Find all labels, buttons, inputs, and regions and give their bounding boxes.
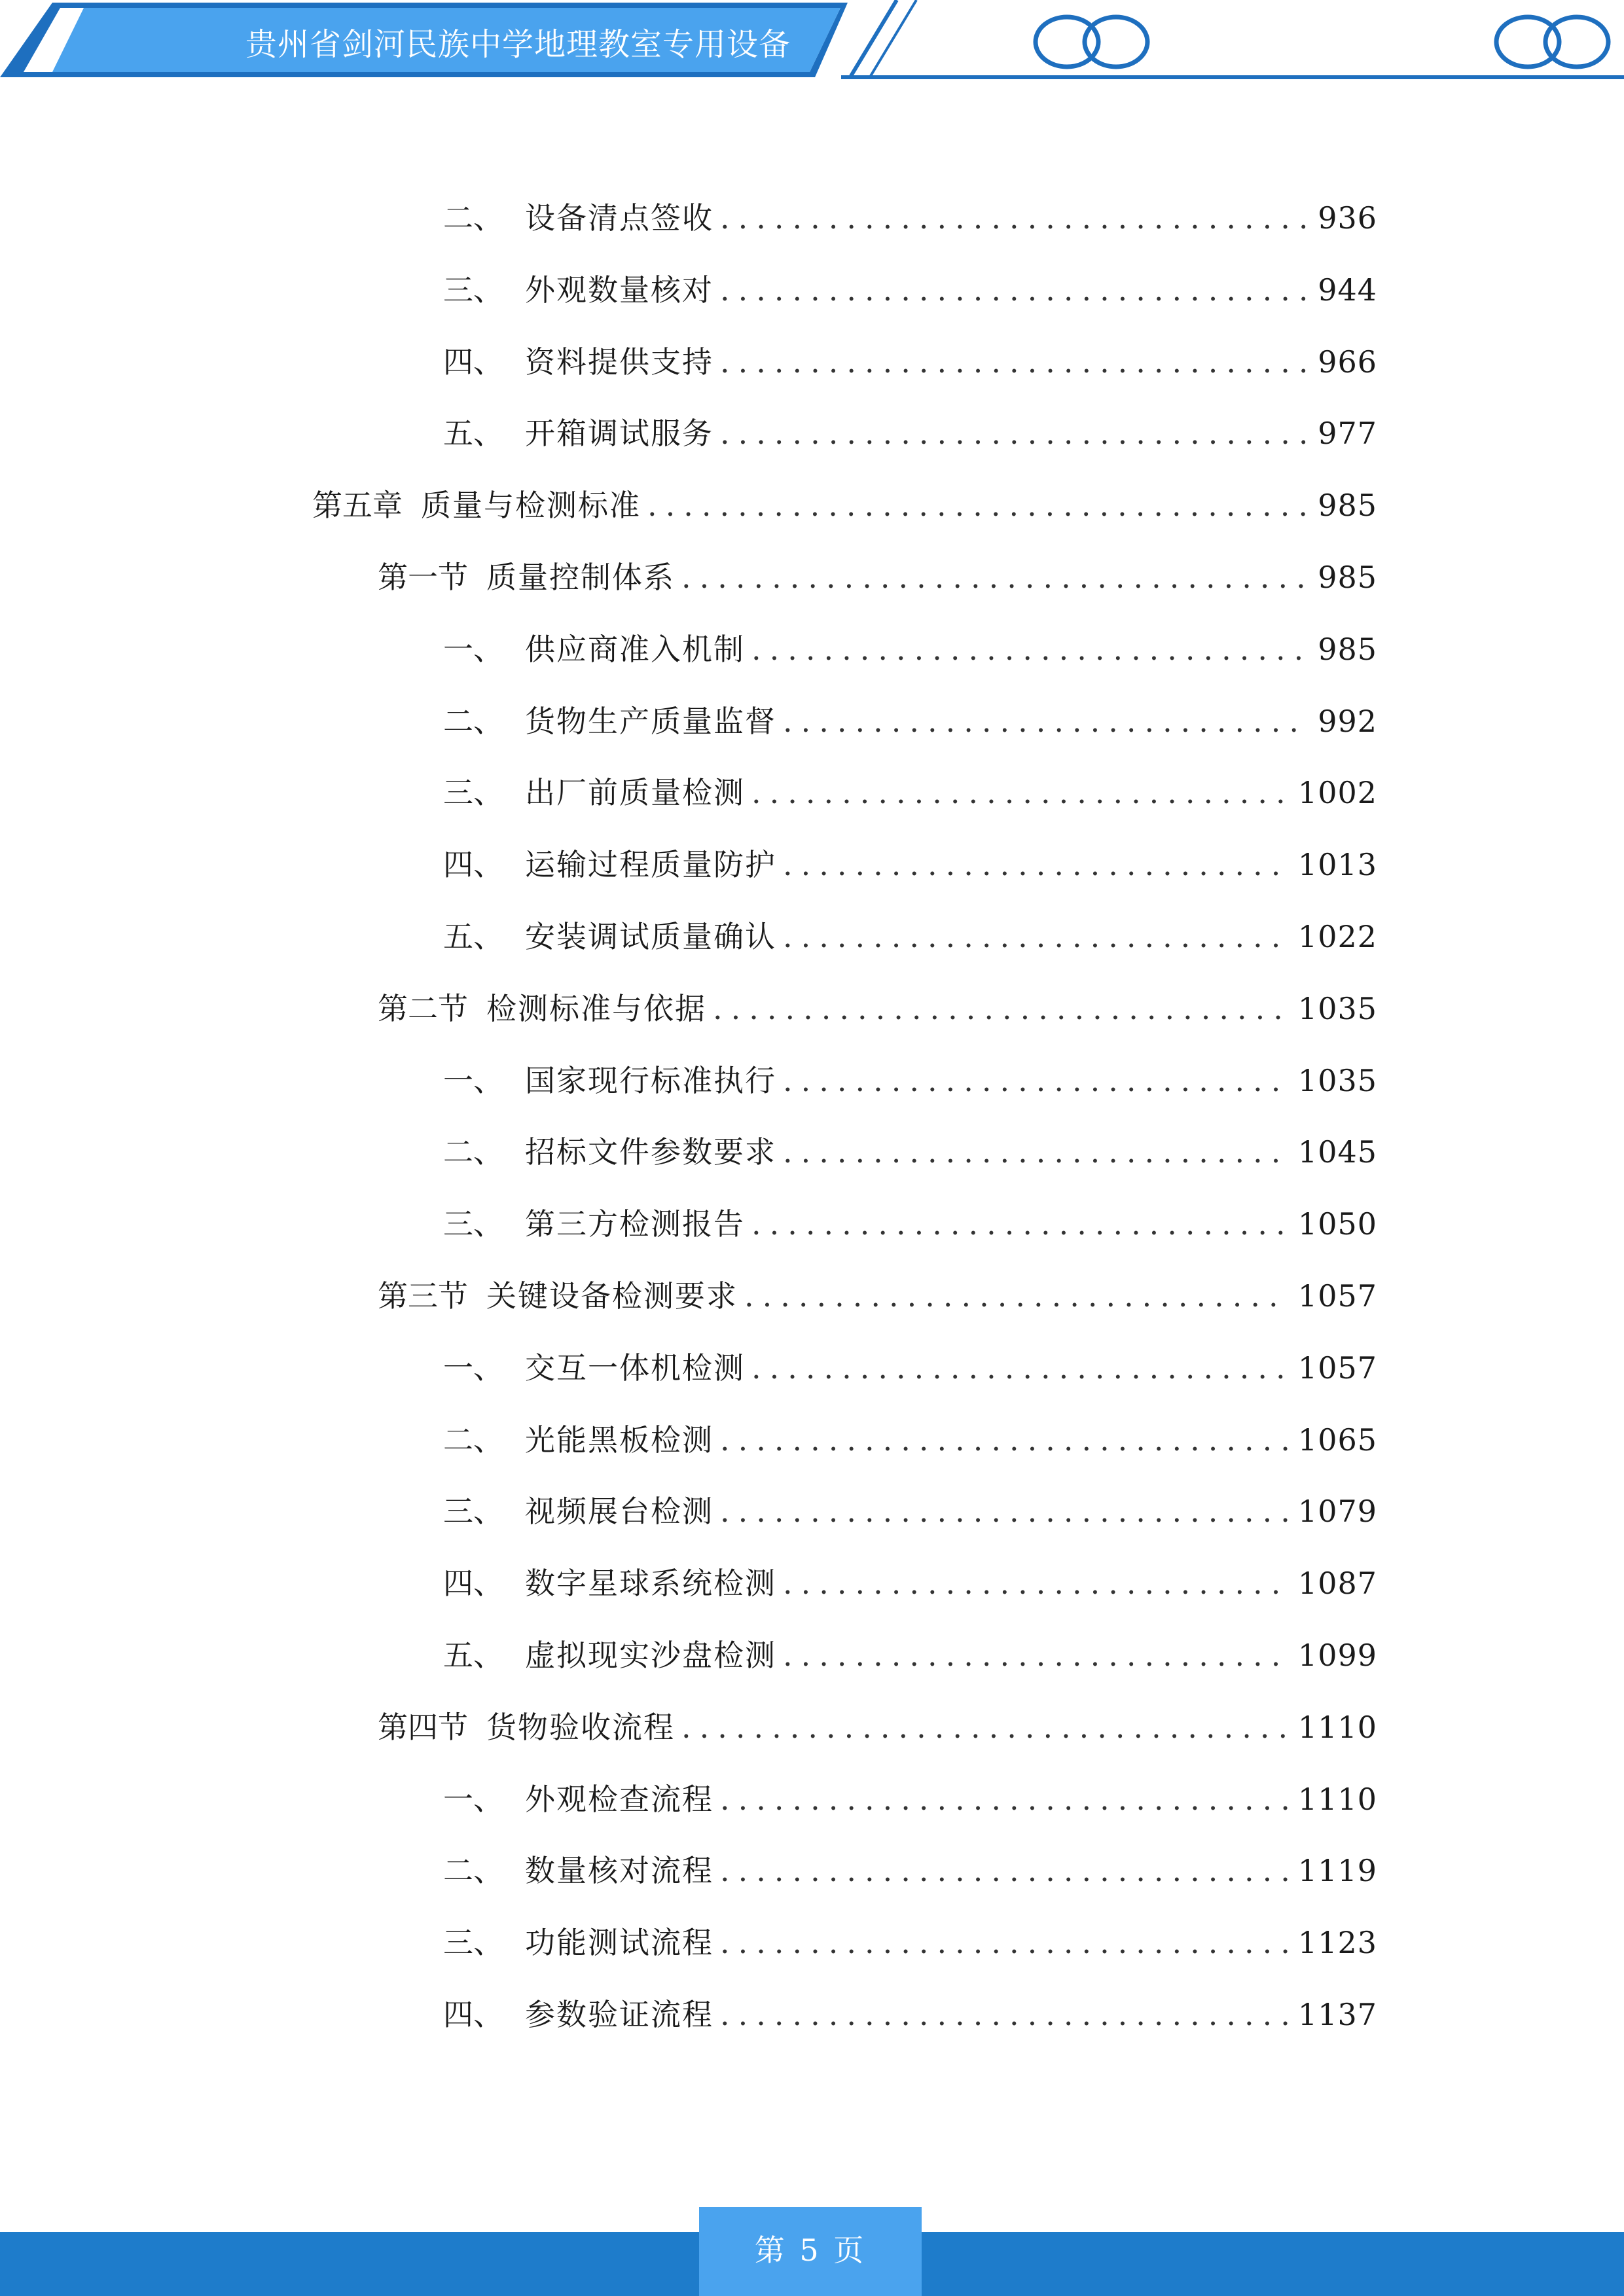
toc-dot-leader bbox=[720, 339, 1308, 385]
toc-entry-number: 二、 bbox=[443, 1134, 503, 1170]
toc-entry-label: 虚拟现实沙盘检测 bbox=[525, 1638, 776, 1673]
toc-entry[interactable] bbox=[378, 986, 1377, 1031]
toc-entry[interactable] bbox=[443, 1992, 1377, 2037]
toc-entry-label: 数量核对流程 bbox=[525, 1853, 713, 1888]
toc-entry[interactable] bbox=[443, 1488, 1377, 1534]
toc-dot-leader bbox=[751, 626, 1308, 672]
toc-entry-page: 1013 bbox=[1297, 847, 1377, 882]
toc-entry[interactable] bbox=[443, 339, 1377, 385]
toc-entry-page: 1022 bbox=[1297, 919, 1377, 954]
toc-dot-leader bbox=[720, 195, 1308, 241]
toc-entry[interactable] bbox=[443, 1848, 1377, 1893]
toc-dot-leader bbox=[751, 1345, 1289, 1391]
toc-entry-page: 1119 bbox=[1297, 1853, 1377, 1888]
toc-entry-number: 五、 bbox=[443, 919, 503, 954]
toc-entry-number: 二、 bbox=[443, 1853, 503, 1888]
toc-entry-page: 1123 bbox=[1297, 1925, 1377, 1960]
toc-entry-number: 四、 bbox=[443, 847, 503, 882]
toc-entry[interactable] bbox=[443, 410, 1377, 456]
toc-entry-page: 992 bbox=[1318, 704, 1377, 739]
toc-entry[interactable] bbox=[443, 914, 1377, 960]
toc-entry-page: 985 bbox=[1318, 488, 1377, 523]
footer-page-number: 第 5 页 bbox=[754, 2233, 867, 2268]
toc-entry-number: 第二节 bbox=[378, 991, 468, 1026]
toc-entry-number: 五、 bbox=[443, 1638, 503, 1673]
toc-entry-label: 国家现行标准执行 bbox=[525, 1063, 776, 1098]
toc-entry-page: 977 bbox=[1318, 416, 1377, 451]
toc-entry-page: 936 bbox=[1318, 200, 1377, 236]
toc-entry-label: 第三方检测报告 bbox=[525, 1206, 745, 1242]
toc-entry-page: 1035 bbox=[1297, 1063, 1377, 1098]
toc-entry-label: 安装调试质量确认 bbox=[525, 919, 776, 954]
toc-entry-number: 第一节 bbox=[378, 560, 468, 595]
toc-entry-label: 外观检查流程 bbox=[525, 1782, 713, 1817]
toc-entry-number: 四、 bbox=[443, 344, 503, 380]
toc-dot-leader bbox=[681, 1704, 1289, 1750]
toc-entry[interactable] bbox=[443, 1560, 1377, 1606]
toc-entry-page: 1110 bbox=[1297, 1710, 1377, 1745]
toc-entry-number: 一、 bbox=[443, 1350, 503, 1386]
toc-entry-number: 三、 bbox=[443, 775, 503, 810]
toc-entry[interactable] bbox=[443, 1129, 1377, 1175]
toc-entry[interactable] bbox=[443, 842, 1377, 888]
header-title: 贵州省剑河民族中学地理教室专用设备 bbox=[245, 26, 791, 63]
toc-dot-leader bbox=[720, 1848, 1289, 1893]
toc-entry-page: 966 bbox=[1318, 344, 1377, 380]
toc-entry-number: 四、 bbox=[443, 1566, 503, 1601]
toc-dot-leader bbox=[783, 698, 1308, 744]
toc-dot-leader bbox=[720, 1920, 1289, 1965]
toc-entry-label: 光能黑板检测 bbox=[525, 1422, 713, 1458]
toc-dot-leader bbox=[751, 770, 1289, 816]
toc-dot-leader bbox=[783, 1632, 1289, 1678]
toc-entry-page: 1057 bbox=[1297, 1278, 1377, 1314]
toc-entry[interactable] bbox=[443, 770, 1377, 816]
toc-entry-label: 外观数量核对 bbox=[525, 272, 713, 308]
toc-entry[interactable] bbox=[443, 698, 1377, 744]
toc-entry-label: 货物生产质量监督 bbox=[525, 704, 776, 739]
toc-entry-label: 数字星球系统检测 bbox=[525, 1566, 776, 1601]
toc-dot-leader bbox=[783, 914, 1289, 960]
toc-entry-label: 供应商准入机制 bbox=[525, 632, 745, 667]
toc-entry-label: 质量与检测标准 bbox=[421, 488, 641, 523]
toc-entry-label: 功能测试流程 bbox=[525, 1925, 713, 1960]
toc-entry-label: 设备清点签收 bbox=[525, 200, 713, 236]
toc-entry-label: 出厂前质量检测 bbox=[525, 775, 745, 810]
toc-entry-page: 985 bbox=[1318, 560, 1377, 595]
toc-dot-leader bbox=[751, 1201, 1289, 1247]
toc-entry-number: 一、 bbox=[443, 1782, 503, 1817]
toc-entry-label: 关键设备检测要求 bbox=[486, 1278, 738, 1314]
rings-icon-left bbox=[1036, 17, 1147, 67]
toc-entry[interactable] bbox=[378, 554, 1377, 600]
toc-entry-number: 三、 bbox=[443, 272, 503, 308]
toc-dot-leader bbox=[720, 1417, 1289, 1463]
rings-icon-right bbox=[1496, 17, 1608, 67]
toc-entry-number: 二、 bbox=[443, 200, 503, 236]
toc-entry-number: 第五章 bbox=[312, 488, 403, 523]
toc-entry[interactable] bbox=[443, 1920, 1377, 1965]
toc-entry-label: 质量控制体系 bbox=[486, 560, 675, 595]
toc-entry-number: 四、 bbox=[443, 1997, 503, 2032]
toc-entry-number: 二、 bbox=[443, 1422, 503, 1458]
toc-entry-number: 第三节 bbox=[378, 1278, 468, 1314]
toc-entry-page: 1050 bbox=[1297, 1206, 1377, 1242]
toc-dot-leader bbox=[783, 1560, 1289, 1606]
header-banner-graphic bbox=[0, 0, 1624, 85]
toc-entry-page: 1065 bbox=[1297, 1422, 1377, 1458]
toc-dot-leader bbox=[720, 1992, 1289, 2037]
toc-entry[interactable] bbox=[443, 1776, 1377, 1822]
toc-entry-page: 1035 bbox=[1297, 991, 1377, 1026]
toc-entry-label: 货物验收流程 bbox=[486, 1710, 675, 1745]
toc-entry-page: 944 bbox=[1318, 272, 1377, 308]
toc-entry-number: 第四节 bbox=[378, 1710, 468, 1745]
toc-entry-label: 开箱调试服务 bbox=[525, 416, 713, 451]
toc-dot-leader bbox=[783, 842, 1289, 888]
toc-dot-leader bbox=[720, 410, 1308, 456]
toc-dot-leader bbox=[783, 1058, 1289, 1103]
toc-entry-page: 985 bbox=[1318, 632, 1377, 667]
toc-entry-page: 1002 bbox=[1297, 775, 1377, 810]
toc-entry[interactable] bbox=[443, 1058, 1377, 1103]
header-slash-1 bbox=[851, 0, 897, 76]
toc-entry-label: 资料提供支持 bbox=[525, 344, 713, 380]
toc-entry-page: 1045 bbox=[1297, 1134, 1377, 1170]
toc-dot-leader bbox=[744, 1273, 1289, 1319]
header-slash-2 bbox=[871, 0, 916, 76]
toc-entry-page: 1087 bbox=[1297, 1566, 1377, 1601]
toc-entry-number: 一、 bbox=[443, 1063, 503, 1098]
page-header bbox=[0, 0, 1624, 85]
toc-dot-leader bbox=[713, 986, 1289, 1031]
toc-entry-number: 三、 bbox=[443, 1925, 503, 1960]
toc-entry[interactable] bbox=[443, 626, 1377, 672]
toc-entry-label: 检测标准与依据 bbox=[486, 991, 706, 1026]
toc-entry-label: 视频展台检测 bbox=[525, 1494, 713, 1529]
toc-entry[interactable] bbox=[443, 195, 1377, 241]
toc-entry-page: 1099 bbox=[1297, 1638, 1377, 1673]
toc-entry-number: 五、 bbox=[443, 416, 503, 451]
toc-entry[interactable] bbox=[378, 1704, 1377, 1750]
toc-entry-page: 1137 bbox=[1297, 1997, 1377, 2032]
toc-entry-page: 1079 bbox=[1297, 1494, 1377, 1529]
toc-entry[interactable] bbox=[443, 1417, 1377, 1463]
toc-entry[interactable] bbox=[312, 482, 1377, 528]
toc-entry[interactable] bbox=[443, 1201, 1377, 1247]
toc-entry-label: 运输过程质量防护 bbox=[525, 847, 776, 882]
toc-entry-number: 三、 bbox=[443, 1494, 503, 1529]
toc-entry-number: 二、 bbox=[443, 704, 503, 739]
toc-dot-leader bbox=[720, 1776, 1289, 1822]
toc-entry-page: 1110 bbox=[1297, 1782, 1377, 1817]
toc-entry-number: 三、 bbox=[443, 1206, 503, 1242]
toc-dot-leader bbox=[681, 554, 1308, 600]
toc-entry-label: 交互一体机检测 bbox=[525, 1350, 745, 1386]
toc-dot-leader bbox=[783, 1129, 1289, 1175]
toc-dot-leader bbox=[720, 1488, 1289, 1534]
toc-entry[interactable] bbox=[443, 1632, 1377, 1678]
toc-entry[interactable] bbox=[443, 267, 1377, 313]
toc-dot-leader bbox=[720, 267, 1308, 313]
toc-entry[interactable] bbox=[443, 1345, 1377, 1391]
toc-entry-page: 1057 bbox=[1297, 1350, 1377, 1386]
toc-entry-label: 参数验证流程 bbox=[525, 1997, 713, 2032]
toc-dot-leader bbox=[647, 482, 1308, 528]
toc-entry-label: 招标文件参数要求 bbox=[525, 1134, 776, 1170]
toc-entry-number: 一、 bbox=[443, 632, 503, 667]
toc-entry[interactable] bbox=[378, 1273, 1377, 1319]
